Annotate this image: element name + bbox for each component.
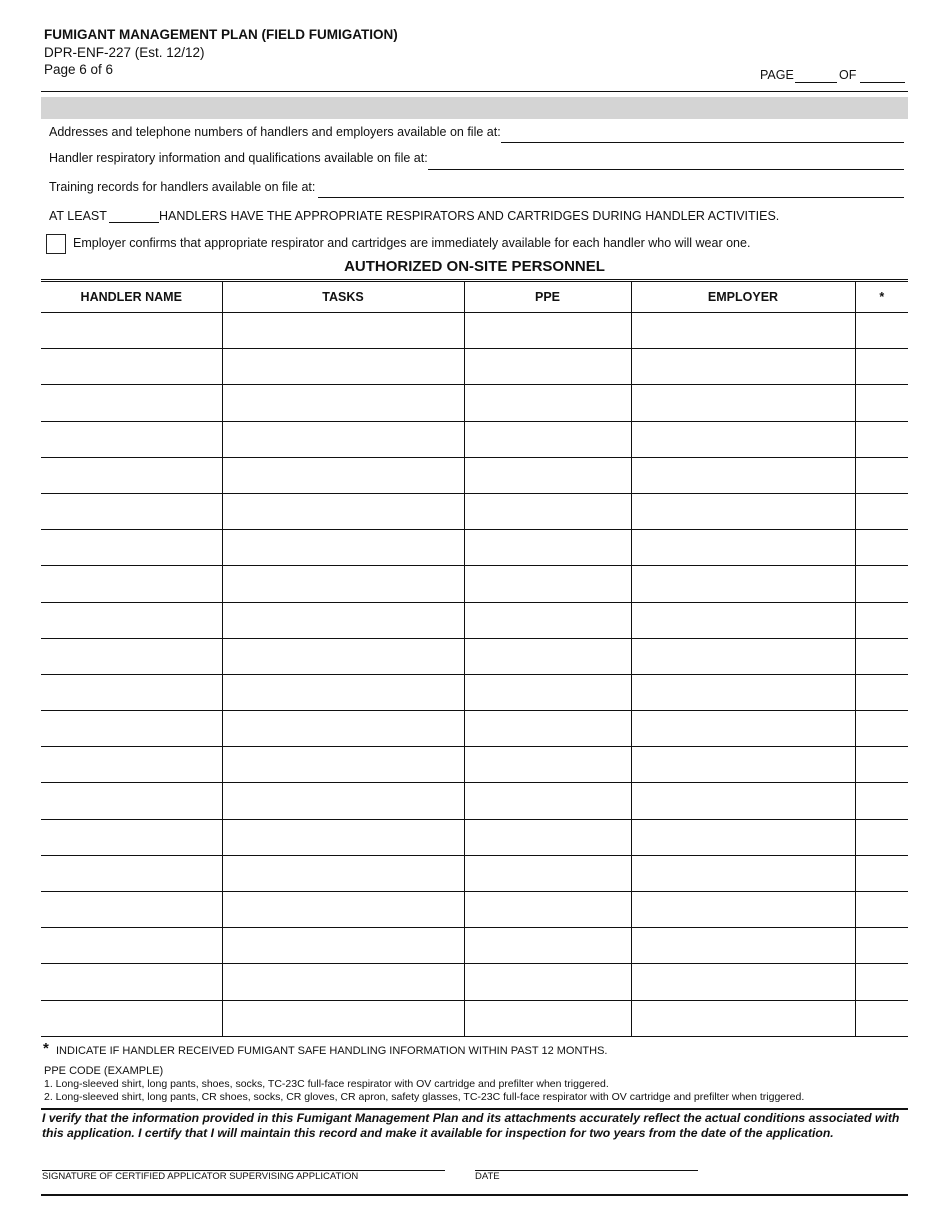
table-row bbox=[41, 457, 908, 493]
tasks-cell[interactable] bbox=[222, 855, 464, 891]
employer-cell[interactable] bbox=[631, 493, 855, 529]
handler-name-cell[interactable] bbox=[41, 493, 222, 529]
handler-name-cell[interactable] bbox=[41, 674, 222, 710]
ppe-code-heading: PPE CODE (EXAMPLE) bbox=[44, 1065, 164, 1077]
employer-confirm-checkbox[interactable] bbox=[46, 234, 66, 254]
employer-cell[interactable] bbox=[631, 711, 855, 747]
employer-cell[interactable] bbox=[631, 783, 855, 819]
table-row bbox=[41, 964, 908, 1000]
tasks-cell[interactable] bbox=[222, 566, 464, 602]
training-label: Training records for handlers available on file at: bbox=[49, 180, 316, 194]
training-field[interactable] bbox=[318, 197, 904, 198]
tasks-cell[interactable] bbox=[222, 1000, 464, 1036]
table-row bbox=[41, 819, 908, 855]
safe-handling-cell[interactable] bbox=[855, 928, 908, 964]
safe-handling-cell[interactable] bbox=[855, 892, 908, 928]
safe-handling-cell[interactable] bbox=[855, 313, 908, 349]
handler-name-cell[interactable] bbox=[41, 964, 222, 1000]
tasks-cell[interactable] bbox=[222, 602, 464, 638]
respiratory-field[interactable] bbox=[428, 169, 904, 170]
handler-count-field[interactable] bbox=[109, 222, 159, 223]
handler-name-cell[interactable] bbox=[41, 421, 222, 457]
tasks-cell[interactable] bbox=[222, 421, 464, 457]
handler-name-cell[interactable] bbox=[41, 783, 222, 819]
tasks-cell[interactable] bbox=[222, 493, 464, 529]
safe-handling-cell[interactable] bbox=[855, 566, 908, 602]
ppe-cell[interactable] bbox=[464, 964, 631, 1000]
tasks-cell[interactable] bbox=[222, 674, 464, 710]
tasks-cell[interactable] bbox=[222, 783, 464, 819]
ppe-cell[interactable] bbox=[464, 313, 631, 349]
respiratory-label: Handler respiratory information and qualifications available on file at: bbox=[49, 151, 428, 165]
ppe-cell[interactable] bbox=[464, 747, 631, 783]
table-row bbox=[41, 493, 908, 529]
employer-cell[interactable] bbox=[631, 457, 855, 493]
table-row bbox=[41, 928, 908, 964]
of-label: OF bbox=[839, 68, 857, 82]
ppe-cell[interactable] bbox=[464, 783, 631, 819]
handler-name-cell[interactable] bbox=[41, 711, 222, 747]
signature-label: SIGNATURE OF CERTIFIED APPLICATOR SUPERVISING APPLICATION bbox=[42, 1171, 359, 1182]
ppe-cell[interactable] bbox=[464, 602, 631, 638]
safe-handling-cell[interactable] bbox=[855, 855, 908, 891]
table-row bbox=[41, 638, 908, 674]
safe-handling-cell[interactable] bbox=[855, 638, 908, 674]
tasks-cell[interactable] bbox=[222, 819, 464, 855]
safe-handling-cell[interactable] bbox=[855, 819, 908, 855]
page-indicator: Page 6 of 6 bbox=[44, 62, 114, 77]
handler-name-cell[interactable] bbox=[41, 638, 222, 674]
table-row bbox=[41, 855, 908, 891]
table-row bbox=[41, 566, 908, 602]
ppe-example-2: 2. Long-sleeved shirt, long pants, CR shoes, socks, CR gloves, CR apron, safety glasses, TC-23C full-face respirator with OV cartridge and prefilter when triggered. bbox=[44, 1091, 805, 1103]
employer-cell[interactable] bbox=[631, 638, 855, 674]
ppe-cell[interactable] bbox=[464, 674, 631, 710]
table-row bbox=[41, 421, 908, 457]
footer-divider bbox=[41, 1194, 908, 1196]
tasks-cell[interactable] bbox=[222, 385, 464, 421]
table-row bbox=[41, 711, 908, 747]
tasks-cell[interactable] bbox=[222, 349, 464, 385]
employer-cell[interactable] bbox=[631, 566, 855, 602]
ppe-cell[interactable] bbox=[464, 855, 631, 891]
tasks-cell[interactable] bbox=[222, 928, 464, 964]
employer-confirm-label: Employer confirms that appropriate respirator and cartridges are immediately available for each handler who will wear one. bbox=[73, 236, 751, 250]
table-row bbox=[41, 349, 908, 385]
ppe-cell[interactable] bbox=[464, 385, 631, 421]
page-label: PAGE bbox=[760, 68, 794, 82]
table-row bbox=[41, 385, 908, 421]
safe-handling-cell[interactable] bbox=[855, 711, 908, 747]
column-header-tasks: TASKS bbox=[222, 281, 464, 313]
tasks-cell[interactable] bbox=[222, 747, 464, 783]
date-label: DATE bbox=[475, 1171, 500, 1182]
tasks-cell[interactable] bbox=[222, 711, 464, 747]
employer-cell[interactable] bbox=[631, 313, 855, 349]
tasks-cell[interactable] bbox=[222, 964, 464, 1000]
tasks-cell[interactable] bbox=[222, 457, 464, 493]
ppe-cell[interactable] bbox=[464, 530, 631, 566]
ppe-cell[interactable] bbox=[464, 638, 631, 674]
employer-cell[interactable] bbox=[631, 855, 855, 891]
table-row bbox=[41, 313, 908, 349]
handler-name-cell[interactable] bbox=[41, 566, 222, 602]
safe-handling-cell[interactable] bbox=[855, 421, 908, 457]
ppe-example-1: 1. Long-sleeved shirt, long pants, shoes, socks, TC-23C full-face respirator with OV cartridge and prefilter when triggered. bbox=[44, 1078, 609, 1090]
handler-name-cell[interactable] bbox=[41, 530, 222, 566]
ppe-cell[interactable] bbox=[464, 421, 631, 457]
employer-cell[interactable] bbox=[631, 964, 855, 1000]
safe-handling-cell[interactable] bbox=[855, 747, 908, 783]
certification-statement: I verify that the information provided in this Fumigant Management Plan and its attachments accurately reflect the actual conditions associated with this application. I certify that I will maintain this record and make it available for inspection for two years from the date of the application. bbox=[42, 1111, 900, 1140]
handler-name-cell[interactable] bbox=[41, 747, 222, 783]
column-header-star: * bbox=[855, 281, 908, 313]
tasks-cell[interactable] bbox=[222, 638, 464, 674]
employer-cell[interactable] bbox=[631, 928, 855, 964]
table-row bbox=[41, 602, 908, 638]
ppe-cell[interactable] bbox=[464, 928, 631, 964]
ppe-cell[interactable] bbox=[464, 1000, 631, 1036]
table-row bbox=[41, 1000, 908, 1036]
column-header-employer: EMPLOYER bbox=[631, 281, 855, 313]
employer-cell[interactable] bbox=[631, 349, 855, 385]
date-field[interactable] bbox=[475, 1170, 698, 1171]
ppe-cell[interactable] bbox=[464, 711, 631, 747]
handler-name-cell[interactable] bbox=[41, 457, 222, 493]
safe-handling-cell[interactable] bbox=[855, 964, 908, 1000]
employer-cell[interactable] bbox=[631, 385, 855, 421]
employer-cell[interactable] bbox=[631, 530, 855, 566]
employer-cell[interactable] bbox=[631, 1000, 855, 1036]
handler-name-cell[interactable] bbox=[41, 313, 222, 349]
tasks-cell[interactable] bbox=[222, 530, 464, 566]
star-note: INDICATE IF HANDLER RECEIVED FUMIGANT SAFE HANDLING INFORMATION WITHIN PAST 12 MONTHS. bbox=[56, 1045, 608, 1057]
safe-handling-cell[interactable] bbox=[855, 385, 908, 421]
ppe-cell[interactable] bbox=[464, 349, 631, 385]
page-total-field[interactable] bbox=[860, 82, 905, 83]
employer-cell[interactable] bbox=[631, 747, 855, 783]
star-marker: * bbox=[43, 1040, 49, 1057]
ppe-cell[interactable] bbox=[464, 566, 631, 602]
handler-name-cell[interactable] bbox=[41, 819, 222, 855]
handler-name-cell[interactable] bbox=[41, 1000, 222, 1036]
tasks-cell[interactable] bbox=[222, 892, 464, 928]
employer-cell[interactable] bbox=[631, 602, 855, 638]
table-row bbox=[41, 747, 908, 783]
employer-cell[interactable] bbox=[631, 892, 855, 928]
addresses-field[interactable] bbox=[501, 142, 904, 143]
form-number: DPR-ENF-227 (Est. 12/12) bbox=[44, 45, 205, 60]
section-band bbox=[41, 97, 908, 119]
handler-name-cell[interactable] bbox=[41, 602, 222, 638]
table-row bbox=[41, 892, 908, 928]
certification-divider bbox=[41, 1108, 908, 1110]
page-number-field[interactable] bbox=[795, 82, 837, 83]
ppe-cell[interactable] bbox=[464, 819, 631, 855]
table-row bbox=[41, 530, 908, 566]
ppe-cell[interactable] bbox=[464, 457, 631, 493]
personnel-section-title: AUTHORIZED ON-SITE PERSONNEL bbox=[344, 258, 605, 275]
handler-name-cell[interactable] bbox=[41, 855, 222, 891]
table-header-row bbox=[41, 281, 908, 313]
personnel-table bbox=[41, 279, 908, 1037]
at-least-label: AT LEAST bbox=[49, 209, 107, 223]
column-header-ppe: PPE bbox=[464, 281, 631, 313]
form-title: FUMIGANT MANAGEMENT PLAN (FIELD FUMIGATION) bbox=[44, 27, 398, 42]
safe-handling-cell[interactable] bbox=[855, 530, 908, 566]
header-divider bbox=[41, 91, 908, 92]
safe-handling-cell[interactable] bbox=[855, 783, 908, 819]
handler-name-cell[interactable] bbox=[41, 385, 222, 421]
handler-name-cell[interactable] bbox=[41, 928, 222, 964]
handler-name-cell[interactable] bbox=[41, 349, 222, 385]
safe-handling-cell[interactable] bbox=[855, 493, 908, 529]
ppe-cell[interactable] bbox=[464, 892, 631, 928]
safe-handling-cell[interactable] bbox=[855, 457, 908, 493]
handlers-statement: HANDLERS HAVE THE APPROPRIATE RESPIRATORS AND CARTRIDGES DURING HANDLER ACTIVITIES. bbox=[159, 209, 780, 223]
table-row bbox=[41, 783, 908, 819]
safe-handling-cell[interactable] bbox=[855, 349, 908, 385]
employer-cell[interactable] bbox=[631, 421, 855, 457]
table-row bbox=[41, 674, 908, 710]
safe-handling-cell[interactable] bbox=[855, 1000, 908, 1036]
safe-handling-cell[interactable] bbox=[855, 674, 908, 710]
handler-name-cell[interactable] bbox=[41, 892, 222, 928]
addresses-label: Addresses and telephone numbers of handlers and employers available on file at: bbox=[49, 125, 501, 139]
column-header-handler-name: HANDLER NAME bbox=[41, 281, 222, 313]
employer-cell[interactable] bbox=[631, 674, 855, 710]
ppe-cell[interactable] bbox=[464, 493, 631, 529]
tasks-cell[interactable] bbox=[222, 313, 464, 349]
employer-cell[interactable] bbox=[631, 819, 855, 855]
safe-handling-cell[interactable] bbox=[855, 602, 908, 638]
